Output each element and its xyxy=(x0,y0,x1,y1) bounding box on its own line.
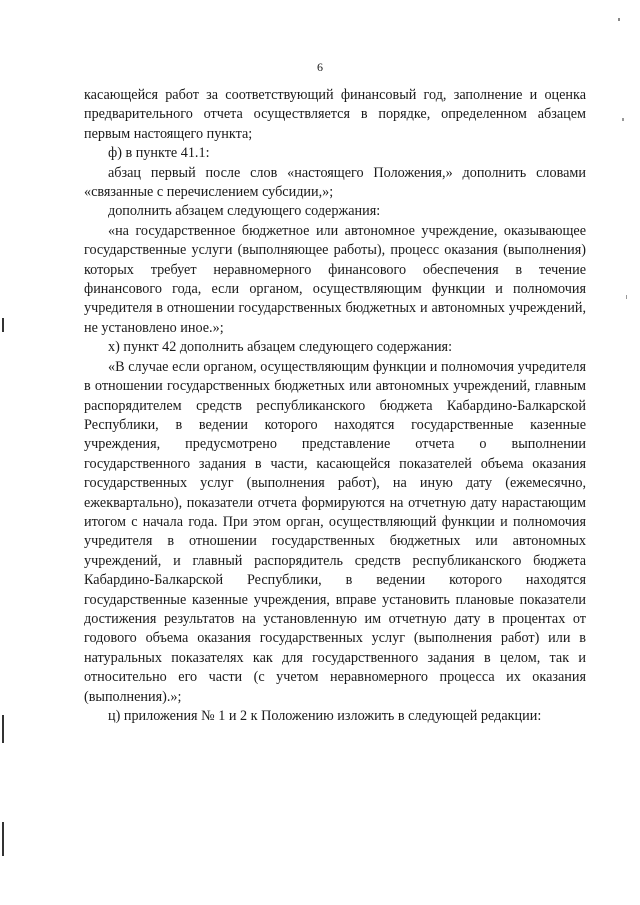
paragraph: х) пункт 42 дополнить абзацем следующего содержания: xyxy=(108,339,453,356)
scan-artifact xyxy=(626,295,627,299)
paragraph: дополнить абзацем следующего содержания: xyxy=(108,203,381,220)
scan-artifact xyxy=(2,715,4,743)
paragraph: касающейся работ за соответствующий финансовый год, заполнение и оценка предварительного отчета осуществляется в порядке, определенном абзацем первым настоящего пункта; xyxy=(84,87,586,142)
paragraph: ц) приложения № 1 и 2 к Положению изложить в следующей редакции: xyxy=(108,708,542,724)
paragraph: «В случае если органом, осуществляющим функции и полномочия учредителя в отношении государственных бюджетных или автономных учреждений, главным распорядителем средств республиканского бюджета Кабардино-Балкарской Республики, в ведении которого находятся государственные казенные учреждения, предусмотрено представление отчета о выполнении государственного задания в части, касающейся показателей объема оказания государственных услуг (выполнения работ), на иную дату (ежемесячно, ежеквартально), показатели отчета формируются на отчетную дату нарастающим итогом с начала года. При этом орган, осуществляющий функции и полномочия учредителя в отношении государственных бюджетных или автономных учреждений, и главный распорядитель средств республиканского бюджета Кабардино-Балкарской Республики, в ведении которого находятся государственные казенные учреждения, вправе установить плановые показатели достижения результатов на установленную им отчетную дату в процентах от годового объема оказания государственных услуг (выполнения работ) или в натуральных показателях как для государственного задания в целом, так и относительно его части (с учетом неравномерного процесса их оказания (выполнения).»; xyxy=(84,358,586,705)
paragraph: «на государственное бюджетное или автономное учреждение, оказывающее государственные услуги (выполняющее работы), процесс оказания (выполнения) которых требует неравномерного финансового обеспечения в течение финансового года, если органом, осуществляющим функции и полномочия учредителя в отношении государственных бюджетных и автономных учреждений, не установлено иное.»; xyxy=(84,222,586,336)
scan-artifact xyxy=(622,118,624,121)
page-number: 6 xyxy=(317,60,323,74)
paragraph: абзац первый после слов «настоящего Положения,» дополнить словами «связанные с перечислением субсидии,»; xyxy=(84,164,586,201)
document-body xyxy=(84,86,586,726)
scan-artifact xyxy=(2,822,4,856)
paragraph: ф) в пункте 41.1: xyxy=(108,145,210,162)
scan-artifact xyxy=(618,18,620,21)
scan-artifact xyxy=(2,318,4,332)
